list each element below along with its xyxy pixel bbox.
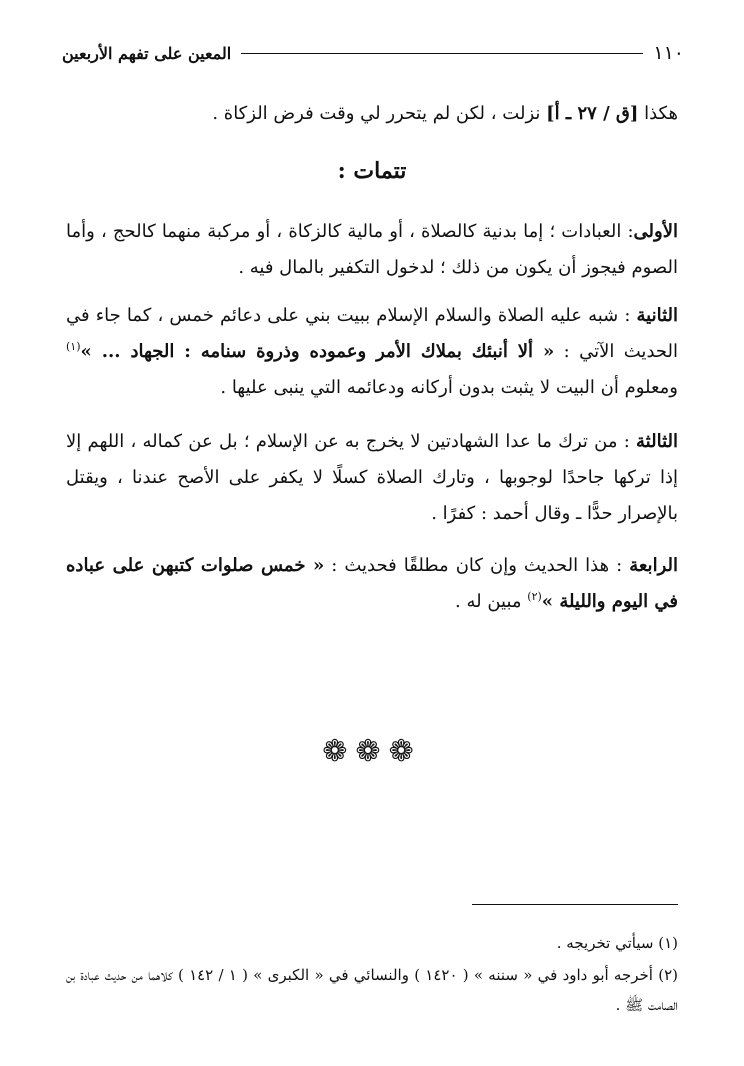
- paragraph-text: : من ترك ما عدا الشهادتين لا يخرج به عن الإسلام ؛ بل عن كماله ، اللهم إلا إذا تركها جاحدًا لوجوبها ، وتارك الصلاة كسلًا لا يكفر على الأصح عندنا ، ويقتل بالإصرار حدًّا ـ وقال أحمد : كفرًا .: [66, 431, 678, 524]
- flower-ornament-icon: ❁: [322, 734, 356, 769]
- paragraph-lead: الثالثة: [636, 431, 678, 452]
- paragraph-first: [66, 214, 678, 286]
- paragraph-text: : العبادات ؛ إما بدنية كالصلاة ، أو مالية كالزكاة ، أو مركبة منهما كالحج ، وأما الصوم فيجوز أن يكون من ذلك ؛ لدخول التكفير بالمال فيه .: [66, 221, 678, 278]
- page-header: [62, 38, 684, 68]
- paragraph-text: : هذا الحديث وإن كان مطلقًا فحديث :: [324, 555, 630, 576]
- footnote: [66, 928, 678, 958]
- flower-ornament-icon: ❁: [355, 734, 389, 769]
- paragraph-text: : شبه عليه الصلاة والسلام الإسلام ببيت بني على دعائم خمس ، كما جاء في الحديث الآتي :: [66, 305, 678, 362]
- intro-text-a: هكذا: [638, 103, 678, 124]
- page-number: ١١٠: [653, 42, 684, 64]
- footnote-text: سيأتي تخريجه .: [556, 934, 659, 952]
- intro-line: [66, 96, 678, 132]
- flower-ornament-icon: ❁: [388, 734, 422, 769]
- paragraph-fourth: [66, 548, 678, 620]
- hadith-quote: « خمس صلوات كتبهن على عباده في اليوم والليلة »: [66, 555, 678, 612]
- footnote-number: (١): [658, 934, 678, 952]
- header-rule: [241, 53, 643, 54]
- hadith-quote: « ألا أنبئك بملاك الأمر وعموده وذروة سنامه : الجهاد ... »: [80, 341, 555, 362]
- section-heading: تتمات :: [337, 158, 407, 184]
- section-end-ornaments: [0, 734, 744, 769]
- intro-text-b: نزلت ، لكن لم يتحرر لي وقت فرض الزكاة .: [212, 103, 547, 124]
- paragraph-text: ومعلوم أن البيت لا يثبت بدون أركانه ودعائمه التي ينبى عليها .: [220, 377, 678, 398]
- paragraph-lead: الرابعة: [629, 555, 678, 576]
- paragraph-second: [66, 298, 678, 406]
- paragraph-text: مبين له .: [455, 591, 528, 612]
- paragraph-third: [66, 424, 678, 532]
- paragraph-lead: الثانية: [636, 305, 678, 326]
- paragraph-lead: الأولى: [633, 221, 678, 242]
- footnote-separator: [472, 904, 678, 905]
- footnote: [66, 960, 678, 1020]
- footnote-text: أخرجه أبو داود في « سننه » ( ١٤٢٠ ) والنسائي في « الكبرى » ( ١ / ١٤٢ ) كلاهما من حديث عبادة بن الصامت ﷺ .: [66, 966, 678, 1014]
- manuscript-reference: [ق / ٢٧ ـ أ]: [546, 103, 639, 124]
- running-title: المعين على تفهم الأربعين: [62, 43, 232, 63]
- footnote-mark[interactable]: (٢): [527, 590, 542, 603]
- footnote-mark[interactable]: (١): [66, 340, 81, 353]
- footnote-number: (٢): [658, 966, 678, 984]
